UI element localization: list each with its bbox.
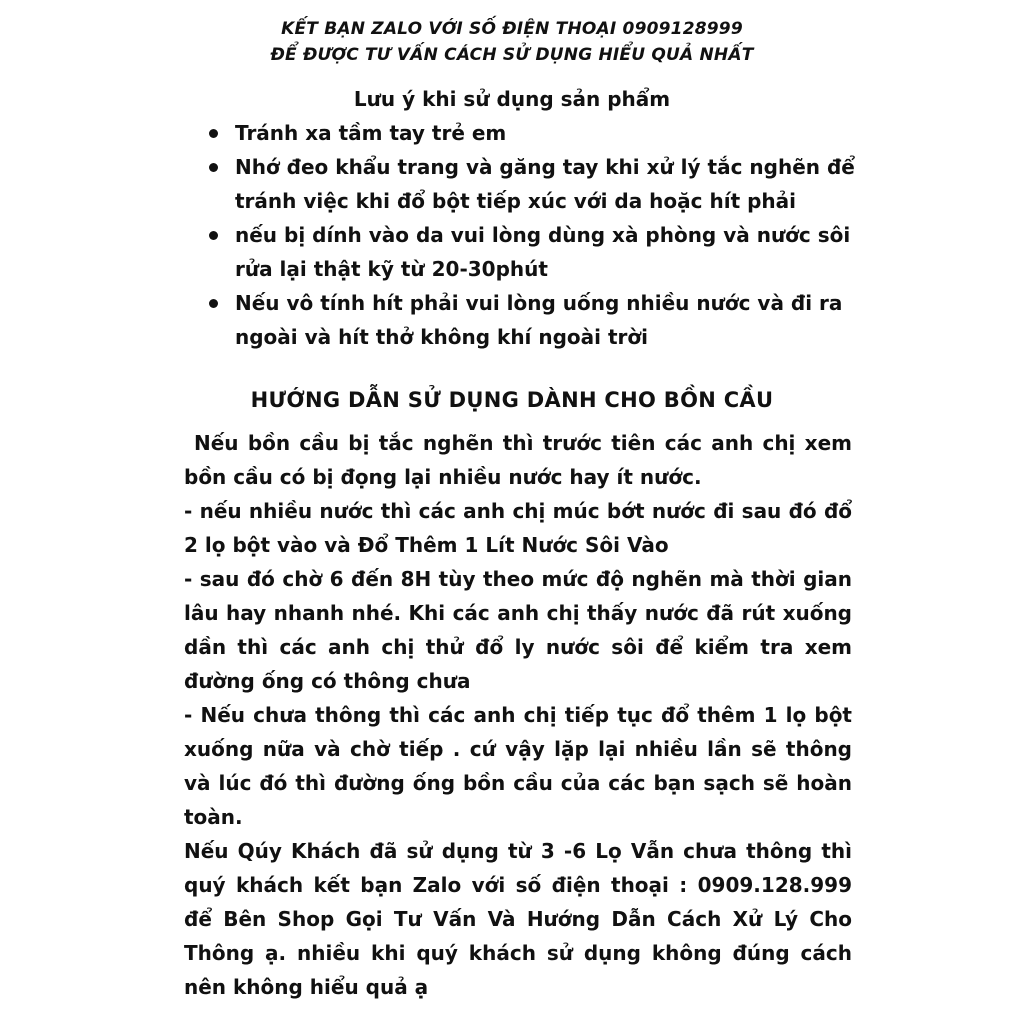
guide-paragraph-step-2: - sau đó chờ 6 đến 8H tùy theo mức độ nghẽn mà thời gian lâu hay nhanh nhé. Khi các anh chị thấy nước đã rút xuống dần thì các anh chị thử đổ ly nước sôi để kiểm tra xem đường ống có thông chưa	[184, 567, 852, 693]
contact-header	[0, 16, 1024, 68]
list-item	[205, 116, 865, 150]
list-item	[205, 218, 865, 286]
bullet-icon	[209, 299, 218, 308]
bullet-icon	[209, 163, 218, 172]
list-item	[205, 150, 865, 218]
header-line-consult: ĐỂ ĐƯỢC TƯ VẤN CÁCH SỬ DỤNG HIỂU QUẢ NHẤT	[270, 45, 754, 65]
guide-paragraph-step-1: - nếu nhiều nước thì các anh chị múc bớt nước đi sau đó đổ 2 lọ bột vào và Đổ Thêm 1 Lít Nước Sôi Vào	[184, 499, 852, 557]
list-item-text: Nếu vô tính hít phải vui lòng uống nhiều nước và đi ra ngoài và hít thở không khí ngoài trời	[235, 291, 843, 349]
toilet-guide-body	[184, 426, 852, 1004]
list-item	[205, 286, 865, 354]
bullet-icon	[209, 129, 218, 138]
guide-paragraph-step-3: - Nếu chưa thông thì các anh chị tiếp tục đổ thêm 1 lọ bột xuống nữa và chờ tiếp . cứ vậy lặp lại nhiều lần sẽ thông và lúc đó thì đường ống bồn cầu của các bạn sạch sẽ hoàn toàn.	[184, 703, 852, 829]
guide-paragraph-contact: Nếu Qúy Khách đã sử dụng từ 3 -6 Lọ Vẫn chưa thông thì quý khách kết bạn Zalo với số điện thoại : 0909.128.999 để Bên Shop Gọi Tư Vấn Và Hướng Dẫn Cách Xử Lý Cho Thông ạ. nhiều khi quý khách sử dụng không đúng cách nên không hiểu quả ạ	[184, 839, 852, 999]
list-item-text: nếu bị dính vào da vui lòng dùng xà phòng và nước sôi rửa lại thật kỹ từ 20-30phút	[235, 223, 851, 281]
list-item-text: Tránh xa tầm tay trẻ em	[235, 121, 507, 145]
list-item-text: Nhớ đeo khẩu trang và găng tay khi xử lý tắc nghẽn để tránh việc khi đổ bột tiếp xúc với da hoặc hít phải	[235, 155, 855, 213]
guide-paragraph-intro: Nếu bồn cầu bị tắc nghẽn thì trước tiên các anh chị xem bồn cầu có bị đọng lại nhiều nước hay ít nước.	[184, 431, 852, 489]
bullet-icon	[209, 231, 218, 240]
usage-notes-list	[205, 116, 865, 354]
toilet-guide-title: HƯỚNG DẪN SỬ DỤNG DÀNH CHO BỒN CẦU	[250, 388, 774, 412]
usage-notes-title: Lưu ý khi sử dụng sản phẩm	[353, 87, 671, 111]
header-line-zalo: KẾT BẠN ZALO VỚI SỐ ĐIỆN THOẠI 0909128999	[281, 19, 743, 39]
